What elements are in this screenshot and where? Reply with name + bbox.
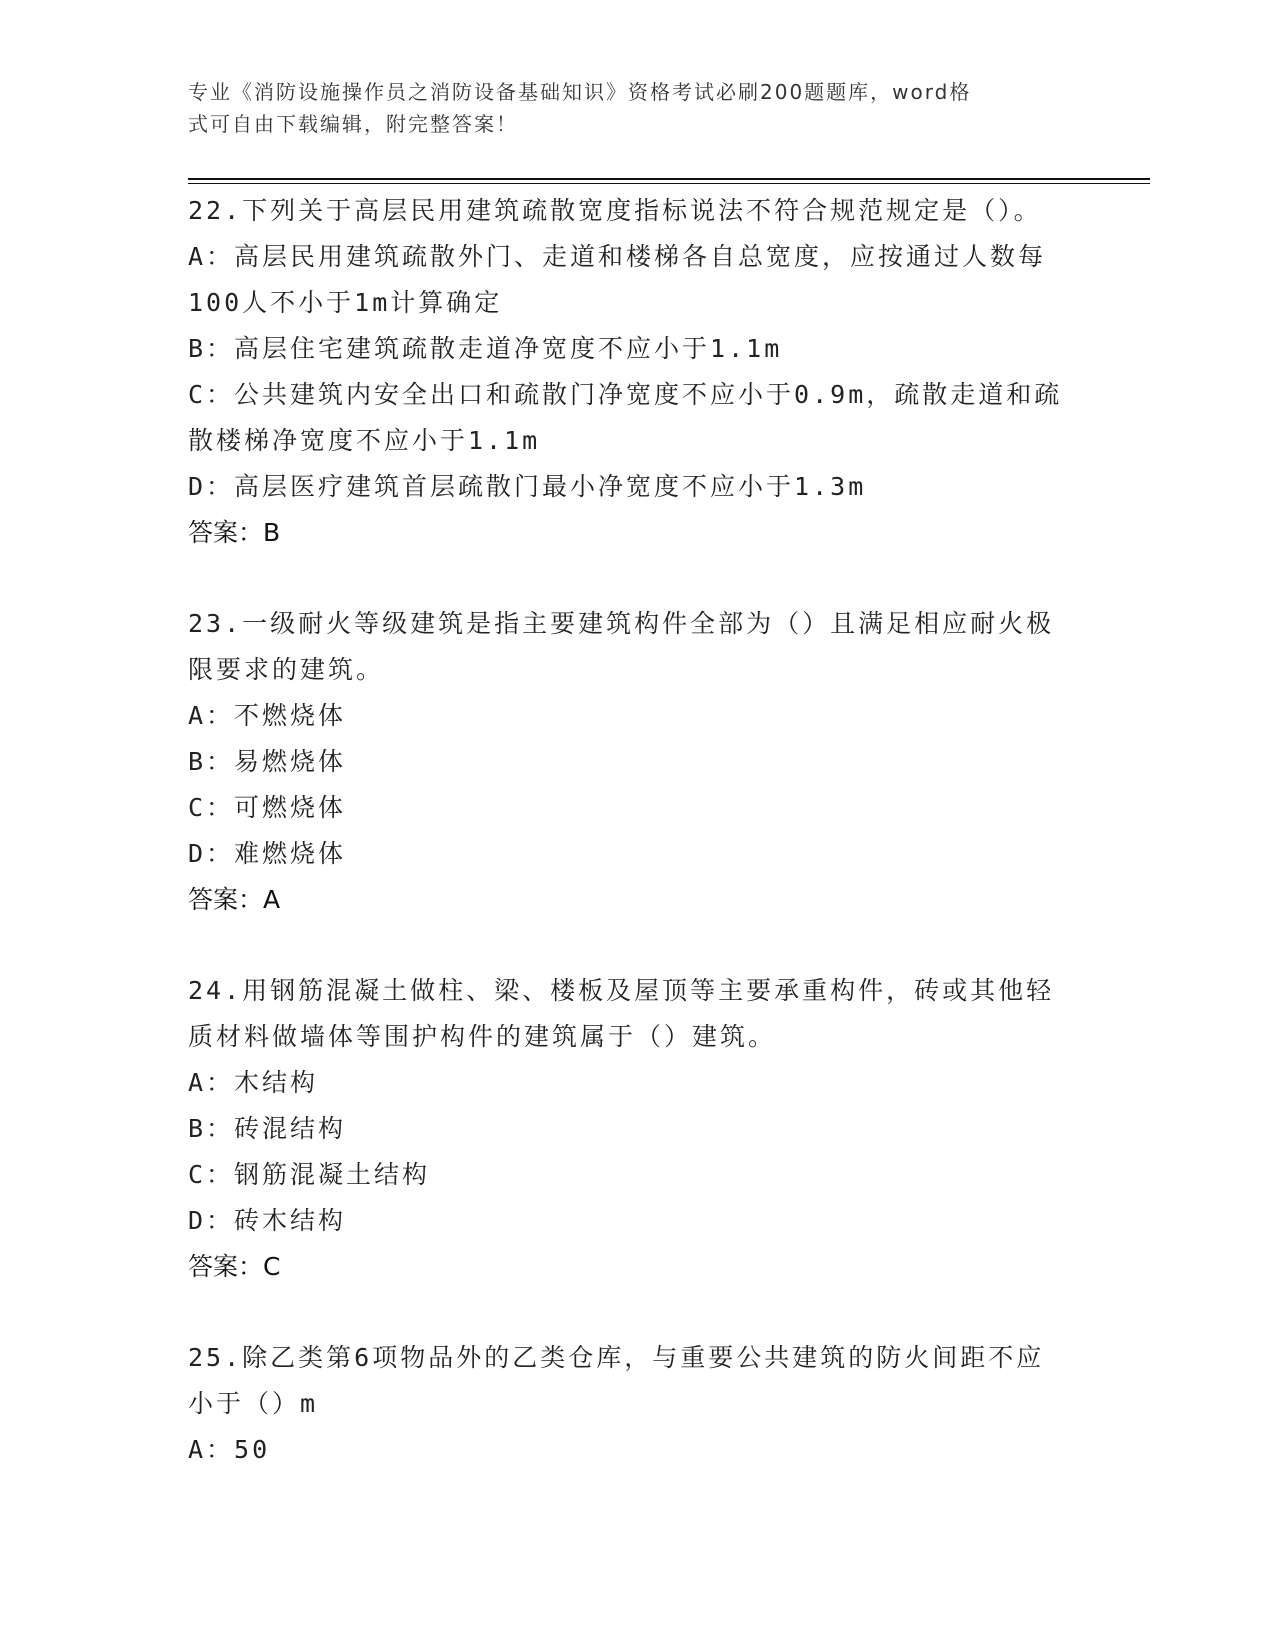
- question-stem: 25.除乙类第6项物品外的乙类仓库，与重要公共建筑的防火间距不应: [188, 1343, 1045, 1372]
- option-a: A：木结构: [188, 1068, 319, 1097]
- question-stem-cont: 限要求的建筑。: [188, 655, 385, 684]
- answer: 答案：B: [188, 518, 281, 547]
- header-line-1: 专业《消防设施操作员之消防设备基础知识》资格考试必刷200题题库，word格: [188, 80, 972, 104]
- answer: 答案：A: [188, 885, 281, 914]
- option-b: B：砖混结构: [188, 1114, 347, 1143]
- question-22: [188, 188, 1088, 556]
- option-a: A：高层民用建筑疏散外门、走道和楼梯各自总宽度，应按通过人数每: [188, 242, 1047, 271]
- question-stem: 22.下列关于高层民用建筑疏散宽度指标说法不符合规范规定是（）。: [188, 196, 1042, 225]
- question-24: [188, 968, 1088, 1290]
- question-stem-cont: 质材料做墙体等围护构件的建筑属于（）建筑。: [188, 1022, 777, 1051]
- question-stem: 24.用钢筋混凝土做柱、梁、楼板及屋顶等主要承重构件，砖或其他轻: [188, 976, 1055, 1005]
- option-c: C：钢筋混凝土结构: [188, 1160, 431, 1189]
- option-c: C：公共建筑内安全出口和疏散门净宽度不应小于0.9m，疏散走道和疏: [188, 380, 1063, 409]
- option-d: D：高层医疗建筑首层疏散门最小净宽度不应小于1.3m: [188, 472, 867, 501]
- header-divider-thick: [188, 178, 1150, 180]
- question-23: [188, 601, 1088, 923]
- option-a: A：50: [188, 1435, 271, 1464]
- question-stem-cont: 小于（）m: [188, 1389, 319, 1418]
- option-d: D：砖木结构: [188, 1206, 347, 1235]
- question-list: [188, 188, 1088, 1518]
- option-b: B：高层住宅建筑疏散走道净宽度不应小于1.1m: [188, 334, 783, 363]
- option-b: B：易燃烧体: [188, 747, 347, 776]
- question-stem: 23.一级耐火等级建筑是指主要建筑构件全部为（）且满足相应耐火极: [188, 609, 1055, 638]
- header-divider-thin: [188, 183, 1150, 184]
- option-a: A：不燃烧体: [188, 701, 347, 730]
- question-25: [188, 1335, 1088, 1473]
- header-line-2: 式可自由下载编辑，附完整答案！: [188, 112, 518, 136]
- option-a-cont: 100人不小于1m计算确定: [188, 288, 503, 317]
- option-c: C：可燃烧体: [188, 793, 347, 822]
- option-c-cont: 散楼梯净宽度不应小于1.1m: [188, 426, 541, 455]
- document-header: [188, 76, 1088, 140]
- option-d: D：难燃烧体: [188, 839, 347, 868]
- answer: 答案：C: [188, 1252, 281, 1281]
